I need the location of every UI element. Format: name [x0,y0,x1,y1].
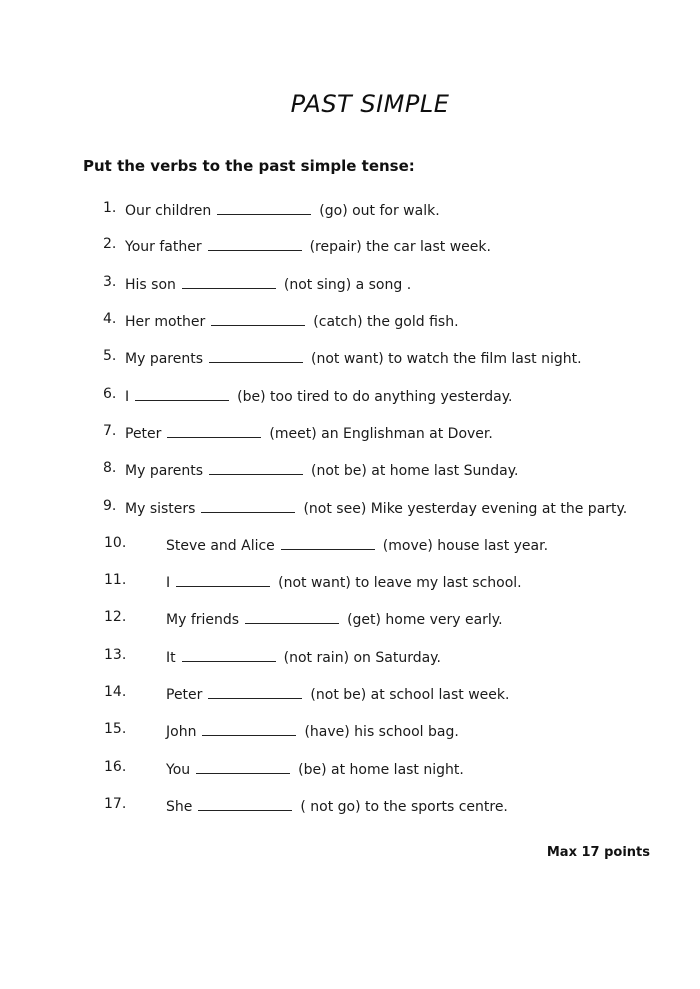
exercise-subject: My parents [125,351,203,367]
exercise-prompt: (go) out for walk. [319,203,440,219]
exercise-prompt: (not be) at home last Sunday. [311,463,519,479]
exercise-subject: Your father [125,239,202,255]
exercise-sentence [166,684,509,703]
exercise-sentence [125,200,440,219]
exercise-number: 13. [104,647,127,663]
answer-blank[interactable] [208,236,302,251]
exercise-item [0,609,700,633]
answer-blank[interactable] [208,684,302,699]
exercise-item [0,348,700,372]
answer-blank[interactable] [182,274,276,289]
exercise-item [0,759,700,783]
exercise-subject: You [166,762,191,778]
exercise-number: 1. [103,200,117,216]
exercise-sentence [125,498,627,517]
exercise-subject: I [125,389,130,405]
exercise-number: 7. [103,423,117,439]
exercise-item [0,274,700,298]
exercise-prompt: (repair) the car last week. [309,239,491,255]
exercise-sentence [125,386,512,405]
exercise-item [0,796,700,820]
answer-blank[interactable] [135,386,229,401]
exercise-number: 9. [103,498,117,514]
exercise-item [0,572,700,596]
exercise-item [0,647,700,671]
exercise-item [0,535,700,559]
exercise-item [0,498,700,522]
exercise-item [0,423,700,447]
exercise-number: 10. [104,535,127,551]
exercise-item [0,684,700,708]
exercise-prompt: (not rain) on Saturday. [283,650,441,666]
exercise-item [0,386,700,410]
exercise-item [0,721,700,745]
exercise-subject: I [166,575,171,591]
exercise-number: 8. [103,460,117,476]
exercise-number: 2. [103,236,117,252]
exercise-prompt: (catch) the gold fish. [313,314,459,330]
exercise-prompt: (not want) to leave my last school. [278,575,522,591]
exercise-number: 5. [103,348,117,364]
exercise-sentence [166,535,548,554]
exercise-number: 17. [104,796,127,812]
max-points-label: Max 17 points [546,845,650,860]
exercise-sentence [125,348,582,367]
exercise-item [0,311,700,335]
exercise-sentence [125,311,459,330]
exercise-number: 3. [103,274,117,290]
exercise-sentence [166,759,464,778]
answer-blank[interactable] [196,759,290,774]
instruction-text: Put the verbs to the past simple tense: [83,157,415,175]
exercise-sentence [125,423,493,442]
exercise-prompt: (be) too tired to do anything yesterday. [237,389,513,405]
answer-blank[interactable] [281,535,375,550]
exercise-prompt: (move) house last year. [382,538,549,554]
exercise-item [0,200,700,224]
exercise-prompt: (not be) at school last week. [310,687,510,703]
exercise-prompt: ( not go) to the sports centre. [300,799,508,815]
exercise-sentence [125,236,491,255]
exercise-prompt: (be) at home last night. [298,762,464,778]
exercise-prompt: (have) his school bag. [304,724,459,740]
answer-blank[interactable] [182,647,276,662]
exercise-sentence [125,274,411,293]
exercise-subject: She [166,799,193,815]
exercise-sentence [166,647,441,666]
exercise-subject: My friends [166,612,240,628]
answer-blank[interactable] [209,348,303,363]
exercise-item [0,460,700,484]
exercise-subject: Peter [125,426,162,442]
answer-blank[interactable] [176,572,270,587]
exercise-subject: Peter [166,687,203,703]
exercise-prompt: (not see) Mike yesterday evening at the party. [303,501,628,517]
answer-blank[interactable] [209,460,303,475]
exercise-subject: His son [125,277,176,293]
exercise-prompt: (get) home very early. [347,612,503,628]
exercise-number: 14. [104,684,127,700]
exercise-subject: Steve and Alice [166,538,275,554]
answer-blank[interactable] [202,721,296,736]
exercise-number: 6. [103,386,117,402]
exercise-subject: My sisters [125,501,196,517]
exercise-sentence [125,460,518,479]
exercise-prompt: (meet) an Englishman at Dover. [269,426,493,442]
exercise-subject: Her mother [125,314,206,330]
exercise-item [0,236,700,260]
answer-blank[interactable] [217,200,311,215]
exercise-subject: John [166,724,197,740]
exercise-number: 11. [104,572,127,588]
exercise-subject: It [166,650,176,666]
exercise-prompt: (not want) to watch the film last night. [311,351,582,367]
answer-blank[interactable] [167,423,261,438]
exercise-number: 15. [104,721,127,737]
exercise-subject: Our children [125,203,212,219]
answer-blank[interactable] [198,796,292,811]
answer-blank[interactable] [245,609,339,624]
answer-blank[interactable] [201,498,295,513]
exercise-sentence [166,609,503,628]
exercise-sentence [166,721,459,740]
exercise-sentence [166,572,522,591]
exercise-number: 16. [104,759,127,775]
exercise-prompt: (not sing) a song . [283,277,412,293]
exercise-subject: My parents [125,463,203,479]
exercise-sentence [166,796,508,815]
answer-blank[interactable] [211,311,305,326]
exercise-number: 12. [104,609,127,625]
exercise-number: 4. [103,311,117,327]
worksheet-title: PAST SIMPLE [290,90,450,118]
